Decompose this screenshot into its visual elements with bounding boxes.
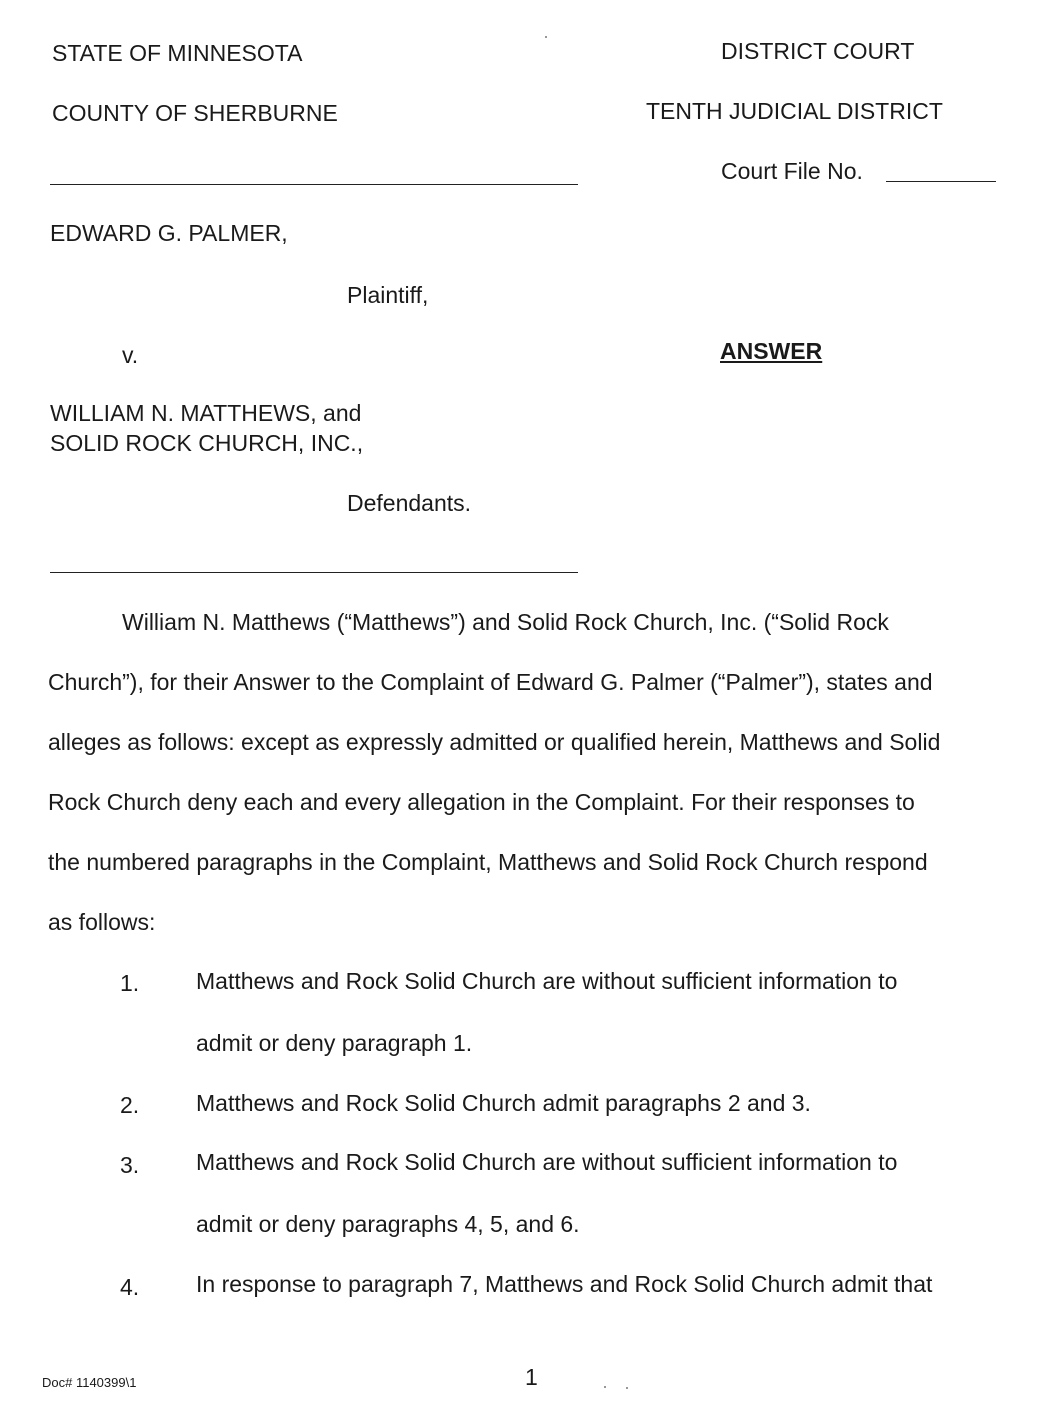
intro-line: alleges as follows: except as expressly admitted or qualified herein, Matthews and Solid: [48, 729, 941, 755]
item-text: Matthews and Rock Solid Church admit paragraphs 2 and 3.: [196, 1090, 811, 1116]
item-text: Matthews and Rock Solid Church are without sufficient information to: [196, 968, 898, 994]
intro-line: Church”), for their Answer to the Complaint of Edward G. Palmer (“Palmer”), states and: [48, 669, 933, 695]
document-title: ANSWER: [720, 338, 823, 364]
court-file-number-label: Court File No.: [721, 158, 863, 184]
intro-line: the numbered paragraphs in the Complaint, Matthews and Solid Rock Church respond: [48, 849, 928, 875]
item-number: 2.: [120, 1092, 140, 1118]
item-text: Matthews and Rock Solid Church are without sufficient information to: [196, 1149, 898, 1175]
document-id: Doc# 1140399\1: [42, 1375, 137, 1390]
page-number: 1: [525, 1364, 538, 1390]
court-name: DISTRICT COURT: [721, 38, 915, 64]
caption-rule-bottom: [50, 572, 578, 573]
plaintiff-role: Plaintiff,: [347, 282, 429, 308]
judicial-district: TENTH JUDICIAL DISTRICT: [646, 98, 943, 124]
court-file-number-blank: [886, 181, 996, 182]
plaintiff-name: EDWARD G. PALMER,: [50, 220, 288, 246]
item-number: 3.: [120, 1152, 140, 1178]
intro-line: William N. Matthews (“Matthews”) and Solid Rock Church, Inc. (“Solid Rock: [122, 609, 889, 635]
defendant-line-2: SOLID ROCK CHURCH, INC.,: [50, 430, 364, 456]
intro-line: as follows:: [48, 909, 156, 935]
item-number: 1.: [120, 970, 140, 996]
intro-line: Rock Church deny each and every allegation in the Complaint. For their responses to: [48, 789, 915, 815]
state-name: STATE OF MINNESOTA: [52, 40, 303, 66]
item-text: admit or deny paragraph 1.: [196, 1030, 473, 1056]
county-name: COUNTY OF SHERBURNE: [52, 100, 338, 126]
versus: v.: [122, 342, 139, 368]
caption-rule-top: [50, 184, 578, 185]
defendant-role: Defendants.: [347, 490, 472, 516]
defendant-line-1: WILLIAM N. MATTHEWS, and: [50, 400, 362, 426]
scan-speck: [604, 1386, 606, 1388]
scan-speck: [545, 36, 547, 38]
scan-speck: [626, 1387, 628, 1389]
item-text: admit or deny paragraphs 4, 5, and 6.: [196, 1211, 580, 1237]
item-number: 4.: [120, 1274, 140, 1300]
item-text: In response to paragraph 7, Matthews and Rock Solid Church admit that: [196, 1271, 933, 1297]
